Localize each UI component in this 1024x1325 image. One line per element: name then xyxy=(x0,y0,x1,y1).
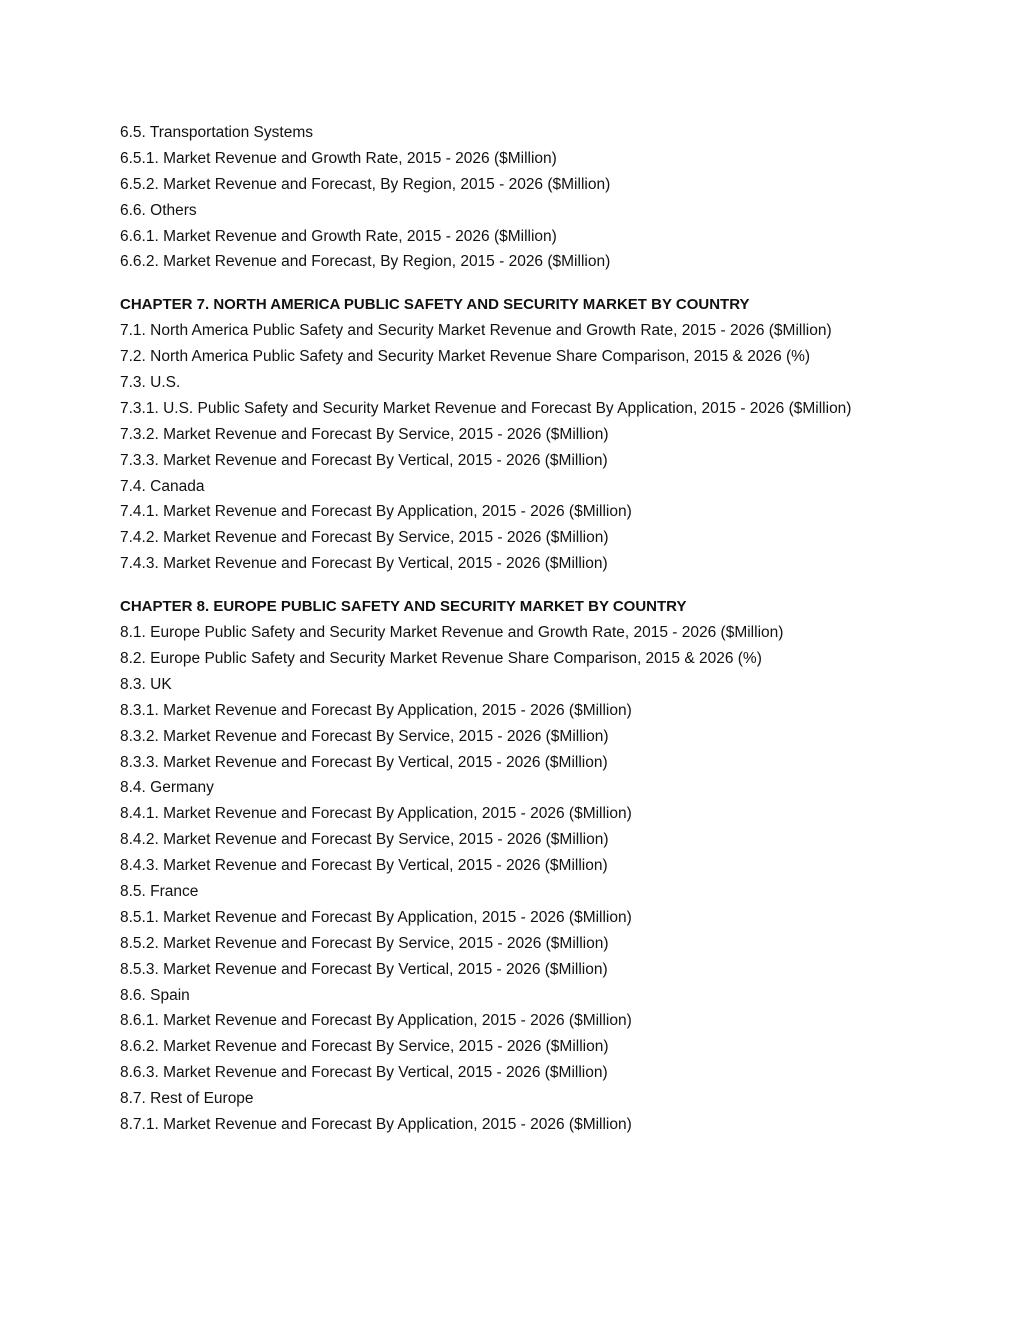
toc-entry: 6.6. Others xyxy=(120,201,197,219)
toc-entry: 6.5. Transportation Systems xyxy=(120,124,313,141)
toc-entry: 8.7. Rest of Europe xyxy=(120,1090,254,1108)
toc-entry: 7.1. North America Public Safety and Security Market Revenue and Growth Rate, 2015 - 2026 ($Million) xyxy=(120,322,832,340)
toc-entry: 8.4. Germany xyxy=(120,779,214,797)
toc-entry: 6.5.2. Market Revenue and Forecast, By Region, 2015 - 2026 ($Million) xyxy=(120,175,611,193)
toc-entry: 6.6.2. Market Revenue and Forecast, By Region, 2015 - 2026 ($Million) xyxy=(120,253,611,271)
toc-entry: 8.5.2. Market Revenue and Forecast By Service, 2015 - 2026 ($Million) xyxy=(120,934,609,952)
toc-entry: 8.4.3. Market Revenue and Forecast By Vertical, 2015 - 2026 ($Million) xyxy=(120,857,608,875)
toc-entry: 8.4.1. Market Revenue and Forecast By Application, 2015 - 2026 ($Million) xyxy=(120,805,632,823)
toc-entry: 8.1. Europe Public Safety and Security Market Revenue and Growth Rate, 2015 - 2026 ($Million) xyxy=(120,624,784,642)
toc-entry: 6.6.1. Market Revenue and Growth Rate, 2015 - 2026 ($Million) xyxy=(120,227,557,245)
toc-entry: 8.3.2. Market Revenue and Forecast By Service, 2015 - 2026 ($Million) xyxy=(120,727,609,745)
toc-entry: 8.6.3. Market Revenue and Forecast By Vertical, 2015 - 2026 ($Million) xyxy=(120,1064,608,1082)
toc-entry: 7.2. North America Public Safety and Security Market Revenue Share Comparison, 2015 & 2026 (%) xyxy=(120,348,811,366)
toc-entry: 7.4.1. Market Revenue and Forecast By Application, 2015 - 2026 ($Million) xyxy=(120,503,632,521)
toc-entry: 8.6.1. Market Revenue and Forecast By Application, 2015 - 2026 ($Million) xyxy=(120,1012,632,1030)
toc-entry: 6.5.1. Market Revenue and Growth Rate, 2015 - 2026 ($Million) xyxy=(120,149,557,167)
toc-entry: 7.3.1. U.S. Public Safety and Security Market Revenue and Forecast By Application, 2015 - 2026 ($Million) xyxy=(120,399,852,417)
toc-entry: 7.3. U.S. xyxy=(120,374,181,392)
toc-entry: 7.4.2. Market Revenue and Forecast By Service, 2015 - 2026 ($Million) xyxy=(120,529,609,547)
toc-entry: 7.4. Canada xyxy=(120,477,205,495)
table-of-contents xyxy=(120,120,920,1138)
toc-entry: 8.4.2. Market Revenue and Forecast By Service, 2015 - 2026 ($Million) xyxy=(120,831,609,849)
toc-entry: 8.5. France xyxy=(120,882,199,900)
toc-entry: 8.3. UK xyxy=(120,675,172,693)
toc-entry: 8.2. Europe Public Safety and Security Market Revenue Share Comparison, 2015 & 2026 (%) xyxy=(120,649,762,667)
toc-entry: 7.3.3. Market Revenue and Forecast By Vertical, 2015 - 2026 ($Million) xyxy=(120,451,608,469)
toc-entry: 8.5.1. Market Revenue and Forecast By Application, 2015 - 2026 ($Million) xyxy=(120,908,632,926)
toc-entry: 8.5.3. Market Revenue and Forecast By Vertical, 2015 - 2026 ($Million) xyxy=(120,960,608,978)
toc-entry: 8.3.3. Market Revenue and Forecast By Vertical, 2015 - 2026 ($Million) xyxy=(120,753,608,771)
toc-entry: 8.6.2. Market Revenue and Forecast By Service, 2015 - 2026 ($Million) xyxy=(120,1038,609,1056)
toc-entry: 8.3.1. Market Revenue and Forecast By Application, 2015 - 2026 ($Million) xyxy=(120,701,632,719)
toc-entry: 8.6. Spain xyxy=(120,986,190,1004)
toc-entry: 7.3.2. Market Revenue and Forecast By Service, 2015 - 2026 ($Million) xyxy=(120,425,609,443)
chapter-7-heading: CHAPTER 7. NORTH AMERICA PUBLIC SAFETY AND SECURITY MARKET BY COUNTRY xyxy=(120,296,750,314)
toc-entry: 7.4.3. Market Revenue and Forecast By Vertical, 2015 - 2026 ($Million) xyxy=(120,555,608,573)
toc-entry: 8.7.1. Market Revenue and Forecast By Application, 2015 - 2026 ($Million) xyxy=(120,1115,632,1133)
chapter-8-heading: CHAPTER 8. EUROPE PUBLIC SAFETY AND SECURITY MARKET BY COUNTRY xyxy=(120,598,687,616)
